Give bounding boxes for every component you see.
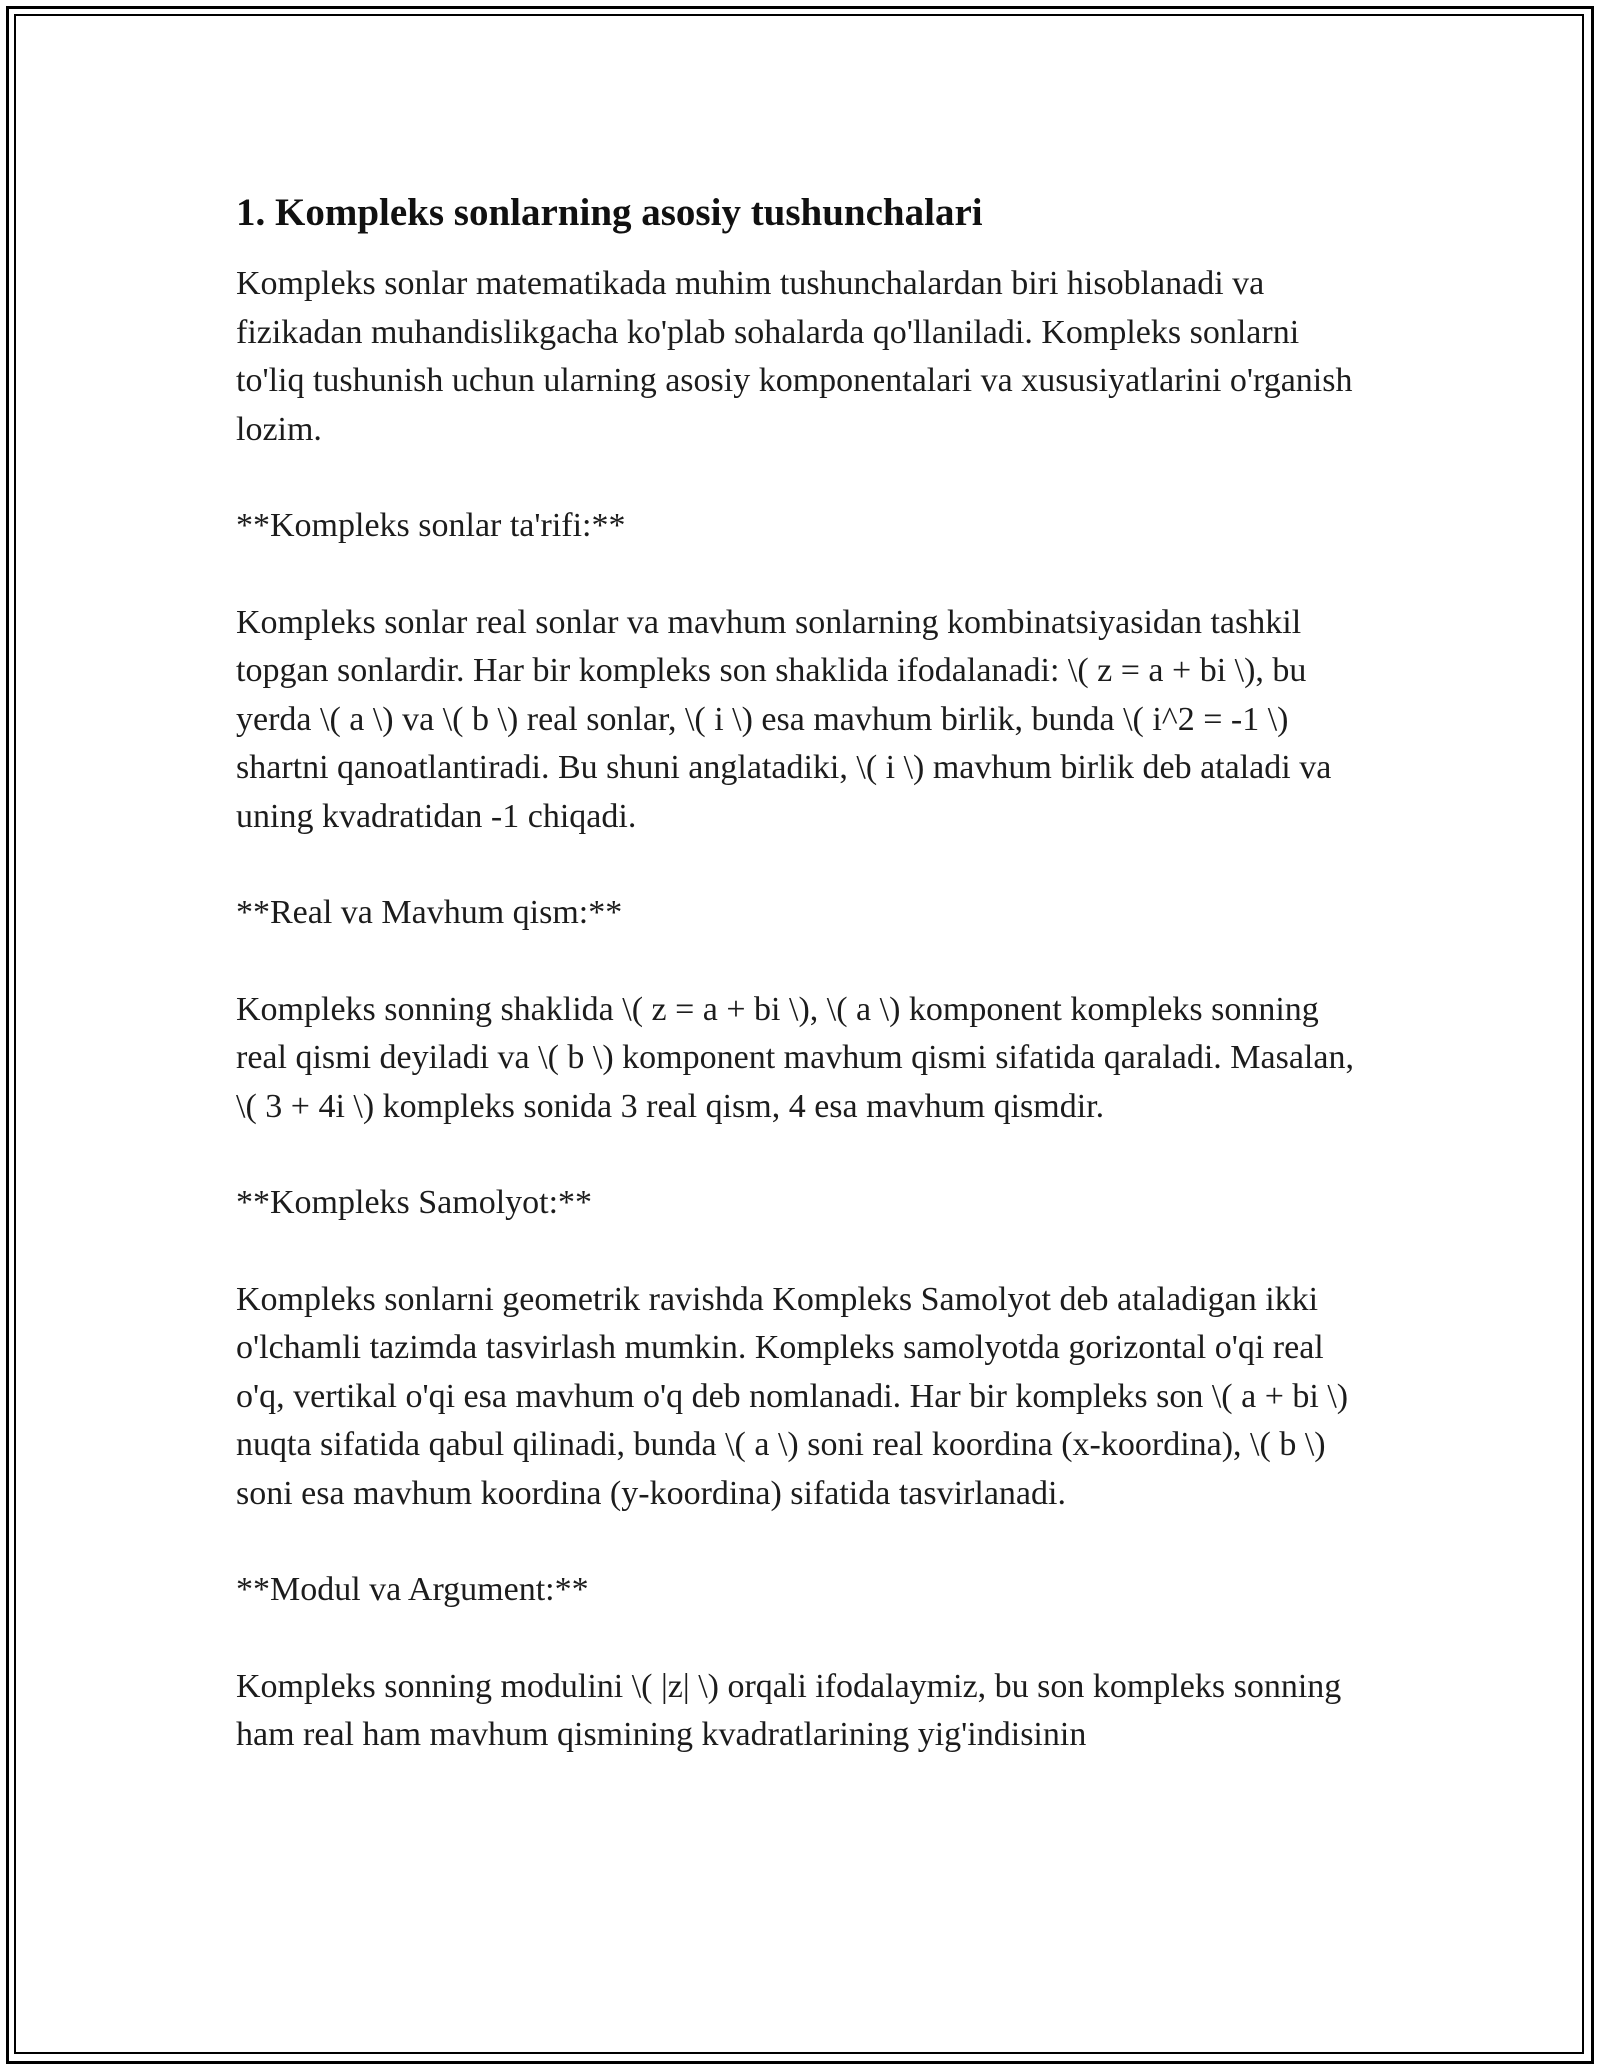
subheading-complex-plane: **Kompleks Samolyot:**: [236, 1184, 593, 1221]
definition-paragraph: Kompleks sonlar real sonlar va mavhum sonlarning kombinatsiyasidan tashkil topgan sonlardir. Har bir kompleks son shaklida ifodalanadi: \( z = a + bi \), bu yerda \( a \) va \( b \) real sonlar, \( i \) esa mavhum birlik, bunda \( i^2 = -1 \) shartni qanoatlantiradi. Bu shuni anglatadiki, \( i \) mavhum birlik deb ataladi va uning kvadratidan -1 chiqadi.: [236, 603, 1332, 835]
document-body: [236, 186, 1366, 1808]
subheading-modulus-argument: **Modul va Argument:**: [236, 1571, 589, 1608]
modulus-paragraph: Kompleks sonning modulini \( |z| \) orqali ifodalaymiz, bu son kompleks sonning ham real ham mavhum qismining kvadratlarining yig'indisinin: [236, 1667, 1342, 1753]
real-imaginary-paragraph: Kompleks sonning shaklida \( z = a + bi \), \( a \) komponent kompleks sonning real qismi deyiladi va \( b \) komponent mavhum qismi sifatida qaraladi. Masalan, \( 3 + 4i \) kompleks sonida 3 real qism, 4 esa mavhum qismdir.: [236, 990, 1354, 1125]
subheading-real-imaginary: **Real va Mavhum qism:**: [236, 894, 623, 931]
complex-plane-paragraph: Kompleks sonlarni geometrik ravishda Kompleks Samolyot deb ataladigan ikki o'lchamli tazimda tasvirlash mumkin. Kompleks samolyotda gorizontal o'qi real o'q, vertikal o'qi esa mavhum o'q deb nomlanadi. Har bir kompleks son \( a + bi \) nuqta sifatida qabul qilinadi, bunda \( a \) soni real koordina (x-koordina), \( b \) soni esa mavhum koordina (y-koordina) sifatida tasvirlanadi.: [236, 1280, 1349, 1512]
intro-paragraph: Kompleks sonlar matematikada muhim tushunchalardan biri hisoblanadi va fizikadan muhandislikgacha ko'plab sohalarda qo'llaniladi. Kompleks sonlarni to'liq tushunish uchun ularning asosiy komponentalari va xususiyatlarini o'rganish lozim.: [236, 265, 1353, 448]
subheading-definition: **Kompleks sonlar ta'rifi:**: [236, 507, 626, 544]
section-heading: 1. Kompleks sonlarning asosiy tushunchalari: [236, 191, 983, 234]
